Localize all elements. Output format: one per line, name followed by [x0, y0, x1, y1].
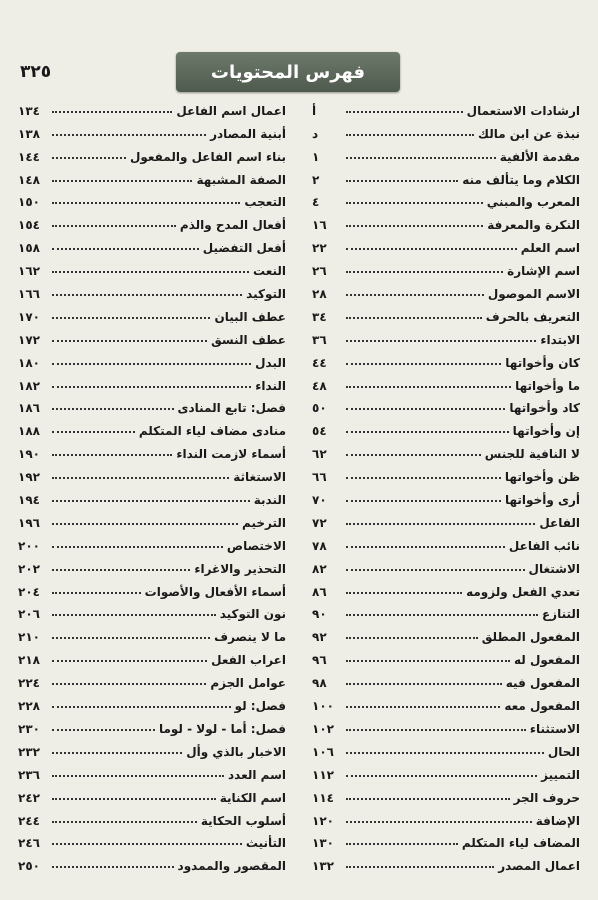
dot-leader [52, 729, 155, 731]
toc-entry [312, 805, 580, 828]
toc-entry-page: ٥٠ [312, 401, 327, 416]
dot-leader [52, 866, 174, 868]
toc-entry [18, 850, 286, 873]
dot-leader [52, 248, 199, 250]
toc-entry-title: لا النافية للجنس [484, 447, 580, 462]
toc-entry [18, 141, 286, 164]
toc-entry-page: ٢٢٤ [18, 676, 40, 691]
toc-entry-title: المفعول معه [504, 699, 580, 714]
toc-entry-page: ١٠٠ [312, 699, 334, 714]
toc-entry [18, 690, 286, 713]
toc-entry [312, 782, 580, 805]
toc-entry-title: فصل: لو [234, 699, 286, 714]
toc-entry [18, 782, 286, 805]
toc-entry-title: الكلام وما يتألف منه [462, 172, 580, 187]
toc-entry [312, 141, 580, 164]
toc-entry-page: ٢٣٢ [18, 744, 40, 759]
toc-entry-title: المفعول فيه [505, 676, 580, 691]
dot-leader [52, 157, 126, 159]
toc-entry [312, 690, 580, 713]
toc-entry [18, 255, 286, 278]
toc-entry [312, 713, 580, 736]
toc-entry-page: ٦٦ [312, 470, 327, 485]
dot-leader [346, 752, 544, 754]
toc-entry-title: اعراب الفعل [211, 653, 286, 668]
toc-entry-title: ما لا ينصرف [214, 630, 286, 645]
toc-entry [312, 164, 580, 187]
toc-entry [18, 347, 286, 370]
dot-leader [346, 637, 478, 639]
toc-entry-page: ٢٨ [312, 287, 327, 302]
toc-entry-page: ٢١٨ [18, 653, 40, 668]
toc-entry-title: اعمال اسم الفاعل [176, 103, 286, 118]
toc-entry [18, 278, 286, 301]
toc-entry [18, 805, 286, 828]
toc-entry-page: ٦٢ [312, 447, 327, 462]
toc-entry-page: ١٥٨ [18, 241, 40, 256]
toc-entry-page: أ [312, 103, 317, 118]
dot-leader [346, 363, 501, 365]
toc-entry [312, 507, 580, 530]
toc-entry-title: المفعول له [514, 653, 580, 668]
toc-entry-page: ١٩٢ [18, 470, 40, 485]
dot-leader [52, 660, 207, 662]
toc-entry [18, 370, 286, 393]
page-number: ٣٢٥ [20, 62, 52, 82]
toc-entry-title: فصل: أما - لولا - لوما [158, 721, 286, 736]
toc-entry-page: ١٩٦ [18, 515, 40, 530]
dot-leader [52, 454, 172, 456]
dot-leader [52, 569, 190, 571]
toc-entry [312, 576, 580, 599]
toc-entry-page: ٢٠٢ [18, 561, 40, 576]
toc-entry-page: ٢٠٦ [18, 607, 40, 622]
toc-entry [18, 209, 286, 232]
dot-leader [52, 523, 238, 525]
toc-entry-title: عوامل الجزم [210, 676, 286, 691]
dot-leader [52, 843, 242, 845]
toc-entry-page: ٥٤ [312, 424, 327, 439]
toc-entry-title: الندبة [253, 493, 286, 508]
toc-entry-title: التمييز [541, 767, 580, 782]
toc-entry-title: الاختصاص [226, 538, 286, 553]
toc-entry [312, 461, 580, 484]
toc-entry [18, 232, 286, 255]
toc-entry [18, 759, 286, 782]
toc-entry-page: ١٣٨ [18, 126, 40, 141]
toc-entry-page: ٢١٠ [18, 630, 40, 645]
toc-entry-page: ٩٦ [312, 653, 327, 668]
dot-leader [346, 225, 483, 227]
toc-entry-title: اسم العدد [228, 767, 286, 782]
toc-entry [312, 370, 580, 393]
toc-entry-page: ٢٢٨ [18, 699, 40, 714]
toc-entry-title: أسماء لازمت النداء [176, 447, 286, 462]
toc-entry-page: ٩٨ [312, 676, 327, 691]
toc-entry-title: البدل [255, 355, 286, 370]
toc-entry-page: ٣٦ [312, 332, 327, 347]
toc-entry-title: الترخيم [242, 515, 286, 530]
toc-entry-title: الاستغاثة [233, 470, 286, 485]
toc-entry [312, 255, 580, 278]
toc-entry-page: ١٩٤ [18, 493, 40, 508]
dot-leader [52, 363, 251, 365]
dot-leader [346, 454, 481, 456]
toc-entry-title: النداء [255, 378, 286, 393]
toc-entry [312, 118, 580, 141]
toc-entry-page: ٤٤ [312, 355, 327, 370]
dot-leader [346, 866, 494, 868]
toc-entry [312, 667, 580, 690]
dot-leader [52, 317, 210, 319]
toc-entry-page: ٧٨ [312, 538, 327, 553]
dot-leader [346, 729, 526, 731]
dot-leader [346, 202, 483, 204]
dot-leader [346, 134, 474, 136]
toc-entry [312, 736, 580, 759]
toc-entry-title: تعدي الفعل ولزومه [466, 584, 580, 599]
toc-entry-page: ٢٥٠ [18, 859, 40, 874]
toc-entry-page: ١٨٢ [18, 378, 40, 393]
dot-leader [346, 431, 509, 433]
toc-entry-page: ٧٠ [312, 493, 327, 508]
toc-entry-page: ٢٢ [312, 241, 327, 256]
toc-entry [18, 576, 286, 599]
dot-leader [52, 477, 229, 479]
toc-entry [312, 278, 580, 301]
toc-entry-page: ١٥٤ [18, 218, 40, 233]
toc-entry [18, 828, 286, 851]
toc-entry-title: أفعال المدح والذم [179, 218, 286, 233]
toc-entry [18, 713, 286, 736]
toc-entry [312, 95, 580, 118]
toc-entry [18, 187, 286, 210]
toc-entry-title: الابتداء [540, 332, 580, 347]
toc-entry-title: نبذة عن ابن مالك [478, 126, 580, 141]
dot-leader [346, 614, 538, 616]
toc-entry [18, 667, 286, 690]
toc-entry-title: الاستثناء [529, 721, 580, 736]
toc-entry [312, 553, 580, 576]
dot-leader [346, 683, 502, 685]
toc-entry-page: ١٤٤ [18, 149, 40, 164]
toc-entry [18, 164, 286, 187]
toc-entry [18, 644, 286, 667]
toc-entry-title: الاشتغال [528, 561, 580, 576]
toc-entry-page: ١٠٦ [312, 744, 334, 759]
dot-leader [346, 340, 536, 342]
dot-leader [346, 294, 484, 296]
dot-leader [52, 821, 197, 823]
dot-leader [52, 202, 240, 204]
dot-leader [346, 180, 458, 182]
toc-entry [312, 438, 580, 461]
toc-entry-title: منادى مضاف لياء المتكلم [138, 424, 286, 439]
toc-entry-title: التنازع [541, 607, 580, 622]
toc-entry-page: ٢٠٠ [18, 538, 40, 553]
dot-leader [346, 386, 511, 388]
toc-entry-page: ٩٢ [312, 630, 327, 645]
toc-entry-page: ١٥٠ [18, 195, 40, 210]
toc-entry [18, 415, 286, 438]
dot-leader [52, 408, 174, 410]
toc-entry-title: الفاعل [539, 515, 580, 530]
toc-entry-title: أسماء الأفعال والأصوات [144, 584, 286, 599]
toc-entry-title: اسم الإشارة [507, 264, 580, 279]
toc-entry-title: أرى وأخواتها [505, 493, 580, 508]
toc-entry-page: ٣٤ [312, 309, 327, 324]
dot-leader [346, 821, 532, 823]
toc-entry [18, 461, 286, 484]
dot-leader [346, 843, 458, 845]
toc-column-left [18, 95, 286, 873]
toc-entry [312, 621, 580, 644]
toc-entry-page: ٤ [312, 195, 320, 210]
toc-entry-page: ١٦ [312, 218, 327, 233]
toc-entry-page: ١٠٢ [312, 721, 334, 736]
toc-entry-page: ١ [312, 149, 320, 164]
toc-entry-title: ارشادات الاستعمال [466, 103, 580, 118]
dot-leader [52, 706, 231, 708]
toc-entry [312, 347, 580, 370]
toc-column-right [312, 95, 580, 873]
toc-entry-title: الصفة المشبهة [196, 172, 286, 187]
toc-entry-page: ٢٦ [312, 264, 327, 279]
toc-entry-title: أبنية المصادر [210, 126, 286, 141]
toc-entry [312, 415, 580, 438]
dot-leader [52, 111, 172, 113]
toc-entry-title: حروف الجر [513, 790, 580, 805]
toc-entry-title: إن وأخواتها [512, 424, 580, 439]
dot-leader [346, 523, 535, 525]
dot-leader [346, 706, 500, 708]
toc-entry-title: نائب الفاعل [508, 538, 580, 553]
dot-leader [52, 592, 141, 594]
dot-leader [346, 500, 501, 502]
toc-entry-title: الإضافة [535, 813, 580, 828]
toc-entry-title: المفعول المطلق [481, 630, 580, 645]
toc-entry-page: ١٨٠ [18, 355, 40, 370]
toc-entry-title: المضاف لياء المتكلم [461, 836, 580, 851]
toc-entry-page: ١٦٢ [18, 264, 40, 279]
dot-leader [346, 546, 505, 548]
toc-entry-page: ٨٦ [312, 584, 327, 599]
toc-entry [18, 95, 286, 118]
dot-leader [346, 157, 496, 159]
toc-entry [18, 301, 286, 324]
toc-entry-page: ٢ [312, 172, 320, 187]
toc-entry [18, 736, 286, 759]
toc-entry-title: أفعل التفضيل [202, 241, 286, 256]
dot-leader [346, 271, 503, 273]
toc-entry-title: كاد وأخواتها [509, 401, 580, 416]
toc-entry-title: التحذير والاغراء [194, 561, 286, 576]
dot-leader [52, 614, 216, 616]
toc-entry-title: كان وأخواتها [505, 355, 580, 370]
toc-entry-page: ١١٤ [312, 790, 334, 805]
toc-entry-page: ١٦٦ [18, 287, 40, 302]
toc-entry [18, 438, 286, 461]
toc-entry-title: أسلوب الحكاية [200, 813, 286, 828]
toc-entry-title: النكرة والمعرفة [487, 218, 580, 233]
toc-entry-page: ١٤٨ [18, 172, 40, 187]
toc-entry-page: ١٨٦ [18, 401, 40, 416]
dot-leader [346, 317, 482, 319]
toc-entry [312, 599, 580, 622]
toc-entry [312, 484, 580, 507]
toc-entry-title: اسم العلم [520, 241, 580, 256]
toc-entry [18, 393, 286, 416]
toc-entry-page: ٩٠ [312, 607, 327, 622]
dot-leader [346, 775, 537, 777]
toc-entry [312, 301, 580, 324]
toc-entry-page: ٢٣٠ [18, 721, 40, 736]
toc-entry-page: ٢٣٦ [18, 767, 40, 782]
dot-leader [52, 500, 250, 502]
dot-leader [346, 477, 501, 479]
toc-entry-page: ١٣٠ [312, 836, 334, 851]
dot-leader [346, 111, 463, 113]
toc-entry-title: التأنيث [245, 836, 286, 851]
toc-entry-page: ٢٤٤ [18, 813, 40, 828]
dot-leader [52, 798, 216, 800]
toc-entry [312, 187, 580, 210]
dot-leader [52, 546, 223, 548]
toc-entry-title: ظن وأخواتها [504, 470, 580, 485]
toc-entry-page: ٢٤٢ [18, 790, 40, 805]
dot-leader [52, 271, 249, 273]
toc-entry [18, 530, 286, 553]
page-title: فهرس المحتويات [176, 52, 400, 92]
toc-entry [312, 644, 580, 667]
toc-entry-title: مقدمة الألفية [499, 149, 580, 164]
dot-leader [52, 225, 176, 227]
dot-leader [346, 798, 510, 800]
toc-entry-title: الحال [547, 744, 580, 759]
dot-leader [52, 134, 206, 136]
dot-leader [52, 775, 224, 777]
toc-entry [18, 553, 286, 576]
toc-entry-page: ١٢٠ [312, 813, 334, 828]
toc-entry [18, 507, 286, 530]
dot-leader [346, 660, 510, 662]
dot-leader [52, 340, 207, 342]
toc-entry-title: عطف البيان [214, 309, 286, 324]
toc-entry [312, 759, 580, 782]
toc-entry-page: ٢٤٦ [18, 836, 40, 851]
toc-entry-page: ١٨٨ [18, 424, 40, 439]
toc-entry-page: د [312, 126, 319, 141]
toc-entry-title: الاسم الموصول [487, 287, 580, 302]
dot-leader [52, 431, 135, 433]
toc-entry [312, 232, 580, 255]
toc-entry [312, 850, 580, 873]
toc-entry-title: المقصور والممدود [177, 859, 286, 874]
toc-entry-page: ٧٢ [312, 515, 327, 530]
toc-entry-title: عطف النسق [211, 332, 286, 347]
toc-entry-title: نون التوكيد [219, 607, 286, 622]
dot-leader [52, 180, 192, 182]
toc-entry-title: النعت [253, 264, 286, 279]
toc-entry [312, 530, 580, 553]
dot-leader [52, 386, 251, 388]
toc-entry-title: اسم الكناية [219, 790, 286, 805]
toc-entry [312, 393, 580, 416]
dot-leader [52, 294, 242, 296]
dot-leader [346, 592, 462, 594]
toc-entry-title: المعرب والمبني [486, 195, 580, 210]
dot-leader [52, 752, 182, 754]
toc-entry-page: ١٧٠ [18, 309, 40, 324]
toc-entry-page: ٨٢ [312, 561, 327, 576]
toc-entry [18, 621, 286, 644]
dot-leader [346, 569, 525, 571]
toc-entry-page: ١٣٤ [18, 103, 40, 118]
toc-entry [18, 599, 286, 622]
toc-entry-title: ما وأخواتها [515, 378, 580, 393]
toc-entry-page: ٤٨ [312, 378, 327, 393]
dot-leader [52, 637, 210, 639]
toc-entry [18, 484, 286, 507]
toc-entry-title: الاخبار بالذي وأل [186, 744, 286, 759]
toc-entry-title: التعريف بالحرف [485, 309, 580, 324]
toc-entry-page: ١١٢ [312, 767, 334, 782]
toc-entry-title: التوكيد [246, 287, 286, 302]
toc-entry-page: ١٧٢ [18, 332, 40, 347]
toc-entry [312, 324, 580, 347]
toc-entry-page: ١٩٠ [18, 447, 40, 462]
dot-leader [346, 248, 517, 250]
toc-entry-title: فصل: تابع المنادى [177, 401, 286, 416]
dot-leader [52, 683, 206, 685]
toc-entry [312, 209, 580, 232]
toc-entry [312, 828, 580, 851]
toc-entry [18, 118, 286, 141]
dot-leader [346, 408, 505, 410]
toc-entry-page: ٢٠٤ [18, 584, 40, 599]
toc-entry [18, 324, 286, 347]
toc-entry-title: بناء اسم الفاعل والمفعول [129, 149, 286, 164]
toc-entry-page: ١٣٢ [312, 859, 334, 874]
toc-entry-title: التعجب [244, 195, 286, 210]
toc-entry-title: اعمال المصدر [498, 859, 580, 874]
